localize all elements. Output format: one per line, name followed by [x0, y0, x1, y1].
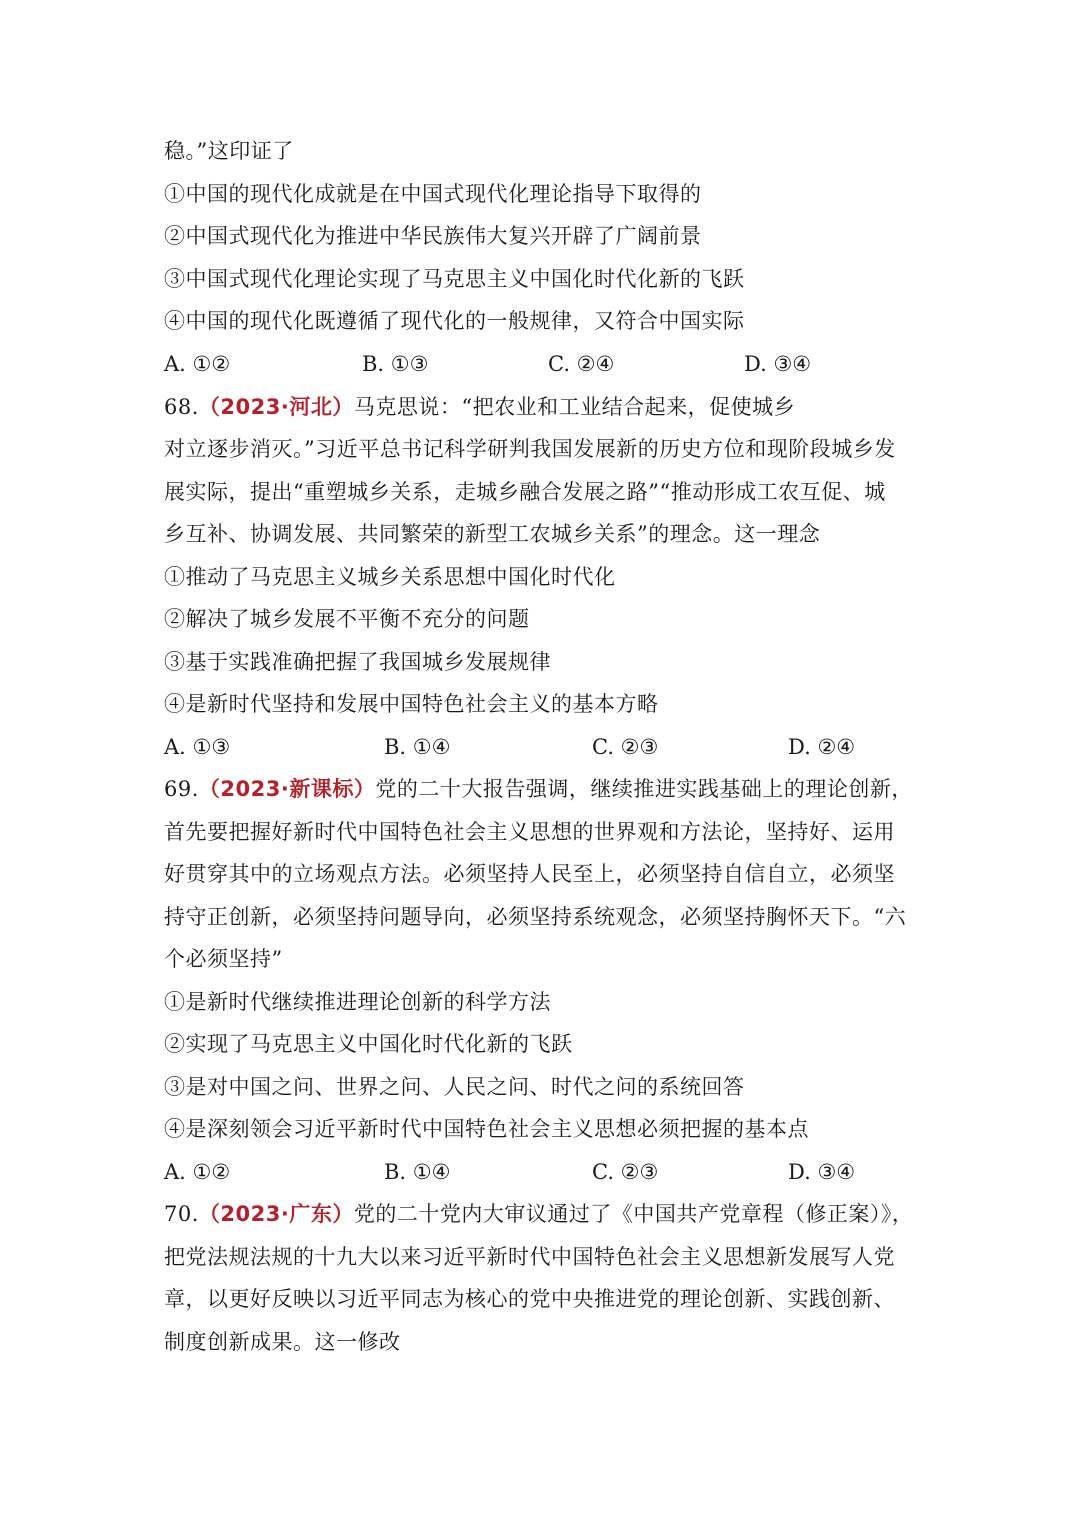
- q67-statement-4: ④中国的现代化既遵循了现代化的一般规律，又符合中国实际: [164, 309, 745, 333]
- q68-statement-2: ②解决了城乡发展不平衡不充分的问题: [164, 607, 530, 631]
- q69-option-d: D. ③④: [788, 1160, 856, 1184]
- q69-stem-line-5: 个必须坚持”: [164, 947, 283, 971]
- q68-source-tag: （2023·河北）: [198, 395, 354, 419]
- q70-stem-line-1: 党的二十党内大审议通过了《中国共产党章程（修正案）》，: [353, 1202, 914, 1226]
- q68-statement-4: ④是新时代坚持和发展中国特色社会主义的基本方略: [164, 692, 659, 716]
- q68-statement-1: ①推动了马克思主义城乡关系思想中国化时代化: [164, 565, 616, 589]
- q67-stem-tail: 稳。”这印证了: [164, 139, 294, 163]
- q69-options: [164, 1157, 924, 1187]
- q68-statement-3: ③基于实践准确把握了我国城乡发展规律: [164, 650, 551, 674]
- q69-first-line: [164, 774, 924, 804]
- q67-options: [164, 349, 924, 379]
- q68-stem-line-4: 乡互补、协调发展、共同繁荣的新型工农城乡关系”的理念。这一理念: [164, 522, 821, 546]
- q69-stem-line-4: 持守正创新，必须坚持问题导向，必须坚持系统观念，必须坚持胸怀天下。“六: [164, 905, 907, 929]
- q70-stem-line-2: 把党法规法规的十九大以来习近平新时代中国特色社会主义思想新发展写人党: [164, 1245, 895, 1269]
- q69-stem-line-3: 好贯穿其中的立场观点方法。必须坚持人民至上，必须坚持自信自立，必须坚: [164, 862, 895, 886]
- q68-number: 68.: [164, 395, 199, 419]
- q68-option-a: A. ①③: [164, 735, 231, 759]
- q68-stem-line-3: 展实际，提出“重塑城乡关系，走城乡融合发展之路”“推动形成工农互促、城: [164, 480, 886, 504]
- q69-option-b: B. ①④: [384, 1160, 451, 1184]
- q68-option-b: B. ①④: [384, 735, 451, 759]
- q68-stem-line-2: 对立逐步消灭。”习近平总书记科学研判我国发展新的历史方位和现阶段城乡发: [164, 437, 896, 461]
- q69-number: 69.: [164, 777, 199, 801]
- q70-stem-line-3: 章，以更好反映以习近平同志为核心的党中央推进党的理论创新、实践创新、: [164, 1287, 895, 1311]
- q69-statement-2: ②实现了马克思主义中国化时代化新的飞跃: [164, 1032, 573, 1056]
- q70-source-tag: （2023·广东）: [198, 1202, 354, 1226]
- q70-first-line: [164, 1199, 924, 1229]
- q69-statement-3: ③是对中国之问、世界之问、人民之问、时代之问的系统回答: [164, 1075, 745, 1099]
- q68-first-line: [164, 392, 924, 422]
- q68-option-d: D. ②④: [788, 735, 856, 759]
- q69-statement-4: ④是深刻领会习近平新时代中国特色社会主义思想必须把握的基本点: [164, 1117, 809, 1141]
- q67-statement-3: ③中国式现代化理论实现了马克思主义中国化时代化新的飞跃: [164, 267, 745, 291]
- q67-statement-2: ②中国式现代化为推进中华民族伟大复兴开辟了广阔前景: [164, 224, 702, 248]
- q70-stem-line-4: 制度创新成果。这一修改: [164, 1330, 401, 1354]
- q69-source-tag: （2023·新课标）: [198, 777, 376, 801]
- q68-stem-line-1: 马克思说：“把农业和工业结合起来，促使城乡: [353, 395, 796, 419]
- q69-stem-line-2: 首先要把握好新时代中国特色社会主义思想的世界观和方法论，坚持好、运用: [164, 820, 895, 844]
- q70-number: 70.: [164, 1202, 199, 1226]
- q67-option-c: C. ②④: [548, 352, 615, 376]
- q69-option-c: C. ②③: [592, 1160, 659, 1184]
- q69-option-a: A. ①②: [164, 1160, 231, 1184]
- q67-option-b: B. ①③: [362, 352, 429, 376]
- q69-statement-1: ①是新时代继续推进理论创新的科学方法: [164, 990, 551, 1014]
- q68-options: [164, 732, 924, 762]
- q69-stem-line-1: 党的二十大报告强调，继续推进实践基础上的理论创新，: [375, 777, 913, 801]
- q68-option-c: C. ②③: [592, 735, 659, 759]
- q67-option-d: D. ③④: [744, 352, 812, 376]
- q67-statement-1: ①中国的现代化成就是在中国式现代化理论指导下取得的: [164, 182, 702, 206]
- q67-option-a: A. ①②: [164, 352, 231, 376]
